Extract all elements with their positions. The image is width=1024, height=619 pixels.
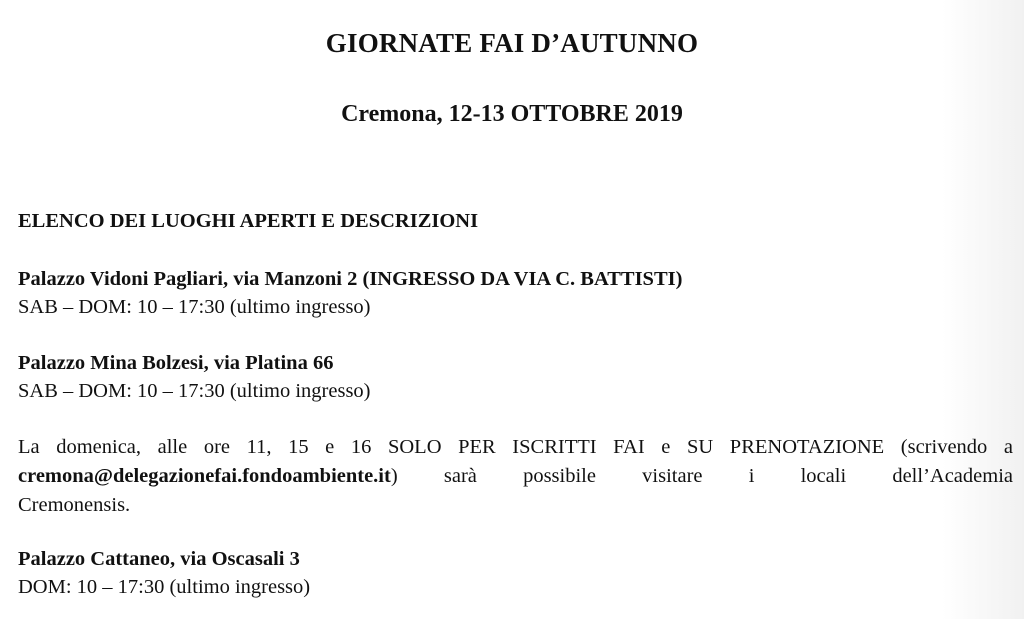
email-link[interactable]: cremona@delegazionefai.fondoambiente.it <box>18 465 391 487</box>
document-title: GIORNATE FAI D’AUTUNNO <box>325 28 699 58</box>
booking-note-text: ) sarà possibile visitare i locali dell’Academia <box>390 465 1013 487</box>
booking-note-line: Cremonensis. <box>18 494 131 516</box>
place-entry <box>18 265 1013 321</box>
place-entry <box>18 349 1013 405</box>
booking-note-line <box>18 462 1013 491</box>
place-hours: SAB – DOM: 10 – 17:30 (ultimo ingresso) <box>18 296 371 318</box>
booking-note <box>18 433 1013 520</box>
place-name: Palazzo Vidoni Pagliari, via Manzoni 2 (INGRESSO DA VIA C. BATTISTI) <box>18 268 683 290</box>
place-name: Palazzo Mina Bolzesi, via Platina 66 <box>18 352 334 374</box>
place-name: Palazzo Cattaneo, via Oscasali 3 <box>18 548 300 570</box>
section-heading: ELENCO DEI LUOGHI APERTI E DESCRIZIONI <box>18 210 479 232</box>
document-subtitle: Cremona, 12-13 OTTOBRE 2019 <box>341 101 683 127</box>
place-hours: SAB – DOM: 10 – 17:30 (ultimo ingresso) <box>18 380 371 402</box>
place-entry <box>18 545 1013 601</box>
place-hours: DOM: 10 – 17:30 (ultimo ingresso) <box>18 576 311 598</box>
booking-note-line: La domenica, alle ore 11, 15 e 16 SOLO PER ISCRITTI FAI e SU PRENOTAZIONE (scrivendo a <box>18 436 1013 458</box>
